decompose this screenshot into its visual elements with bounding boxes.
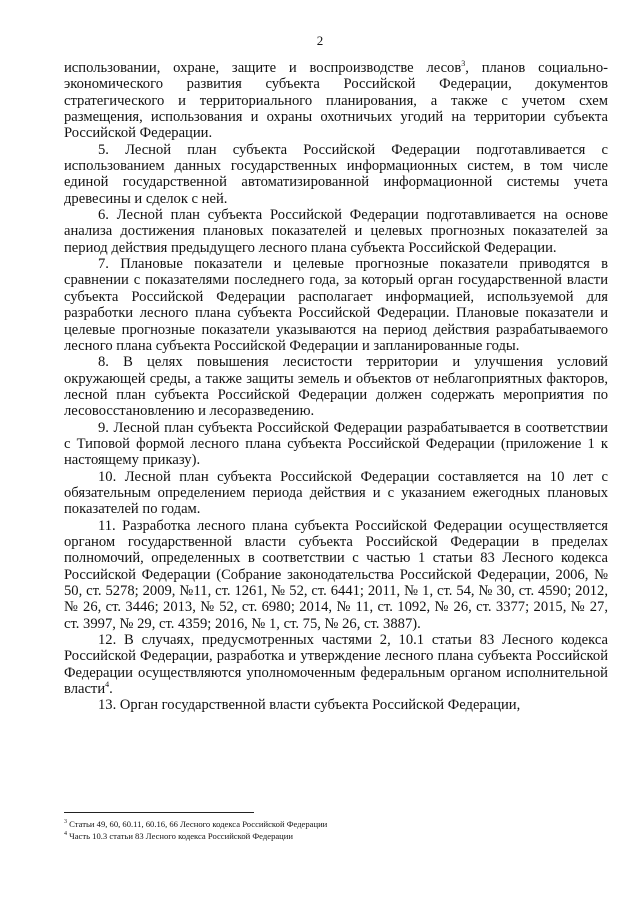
paragraph-text-tail: . bbox=[109, 681, 113, 698]
footnote-3 bbox=[64, 818, 608, 830]
paragraph-continuation bbox=[64, 60, 608, 142]
paragraph-12 bbox=[64, 632, 608, 697]
paragraph-10: 10. Лесной план субъекта Российской Федерации составляется на 10 лет с обязательным определением периода действия и с указанием ежегодных плановых показателей по годам. bbox=[64, 468, 608, 518]
footnote-text: Часть 10.3 статьи 83 Лесного кодекса Российской Федерации bbox=[67, 831, 293, 841]
paragraph-13: 13. Орган государственной власти субъекта Российской Федерации, bbox=[98, 697, 521, 714]
paragraph-7: 7. Плановые показатели и целевые прогнозные показатели приводятся в сравнении с показателями последнего года, за который орган государственной власти субъекта Российской Федерации располагает информацией, используемой для разработки лесного плана субъекта Российской Федерации. Плановые показатели и целевые прогнозные показатели указываются на период действия разрабатываемого лесного плана субъекта Российской Федерации и запланированные годы. bbox=[64, 256, 608, 354]
footnote-ref[interactable]: 3 bbox=[461, 59, 466, 69]
paragraph-8: 8. В целях повышения лесистости территории и улучшения условий окружающей среды, а также защиты земель и объектов от неблагоприятных факторов, лесной план субъекта Российской Федерации должен содержать мероприятия по лесовосстановлению и лесоразведению. bbox=[64, 354, 608, 420]
paragraph-6: 6. Лесной план субъекта Российской Федерации подготавливается на основе анализа достижения плановых показателей и целевых прогнозных показателей за период действия предыдущего лесного плана субъекта Российской Федерации. bbox=[64, 207, 608, 256]
footnote-divider bbox=[64, 812, 254, 813]
paragraph-text: 12. В случаях, предусмотренных частями 2, 10.1 статьи 83 Лесного кодекса Российской Федерации, разработка и утверждение лесного плана субъекта Российской Федерации осуществляются уполномоченным федеральным органом исполнительной власти bbox=[64, 632, 608, 698]
footnote-ref[interactable]: 4 bbox=[105, 680, 110, 690]
footnotes bbox=[64, 818, 608, 842]
paragraph-11: 11. Разработка лесного плана субъекта Российской Федерации осуществляется органом государственной власти субъекта Российской Федерации в пределах полномочий, определенных в соответствии с частью 1 статьи 83 Лесного кодекса Российской Федерации (Собрание законодательства Российской Федерации, 2006, № 50, ст. 5278; 2009, №11, ст. 1261, № 52, ст. 6441; 2011, № 1, ст. 54, № 30, ст. 4590; 2012, № 26, ст. 3446; 2013, № 52, ст. 6980; 2014, № 11, ст. 1092, № 26, ст. 3377; 2015, № 27, ст. 3997, № 29, ст. 4359; 2016, № 1, ст. 75, № 26, ст. 3887). bbox=[64, 517, 608, 632]
footnote-mark: 3 bbox=[64, 819, 67, 826]
footnote-mark: 4 bbox=[64, 831, 67, 838]
paragraph-text-tail: , планов социально-экономического развития субъекта Российской Федерации, документов стратегического и территориального планирования, а также с учетом схем размещения, использования и охраны охотничьих угодий на территории субъекта Российской Федерации. bbox=[64, 60, 608, 142]
footnote-text: Статьи 49, 60, 60.11, 60.16, 66 Лесного кодекса Российской Федерации bbox=[67, 819, 328, 829]
footnote-4 bbox=[64, 830, 608, 842]
paragraph-text: использовании, охране, защите и воспроизводстве лесов bbox=[64, 60, 462, 76]
paragraph-5: 5. Лесной план субъекта Российской Федерации подготавливается с использованием данных государственных информационных систем, в том числе единой государственной автоматизированной информационной системы учета древесины и сделок с ней. bbox=[64, 141, 608, 207]
page-number: 2 bbox=[316, 33, 324, 48]
paragraph-9: 9. Лесной план субъекта Российской Федерации разрабатывается в соответствии с Типовой формой лесного плана субъекта Российской Федерации (приложение 1 к настоящему приказу). bbox=[64, 419, 608, 469]
document-body bbox=[64, 60, 608, 714]
